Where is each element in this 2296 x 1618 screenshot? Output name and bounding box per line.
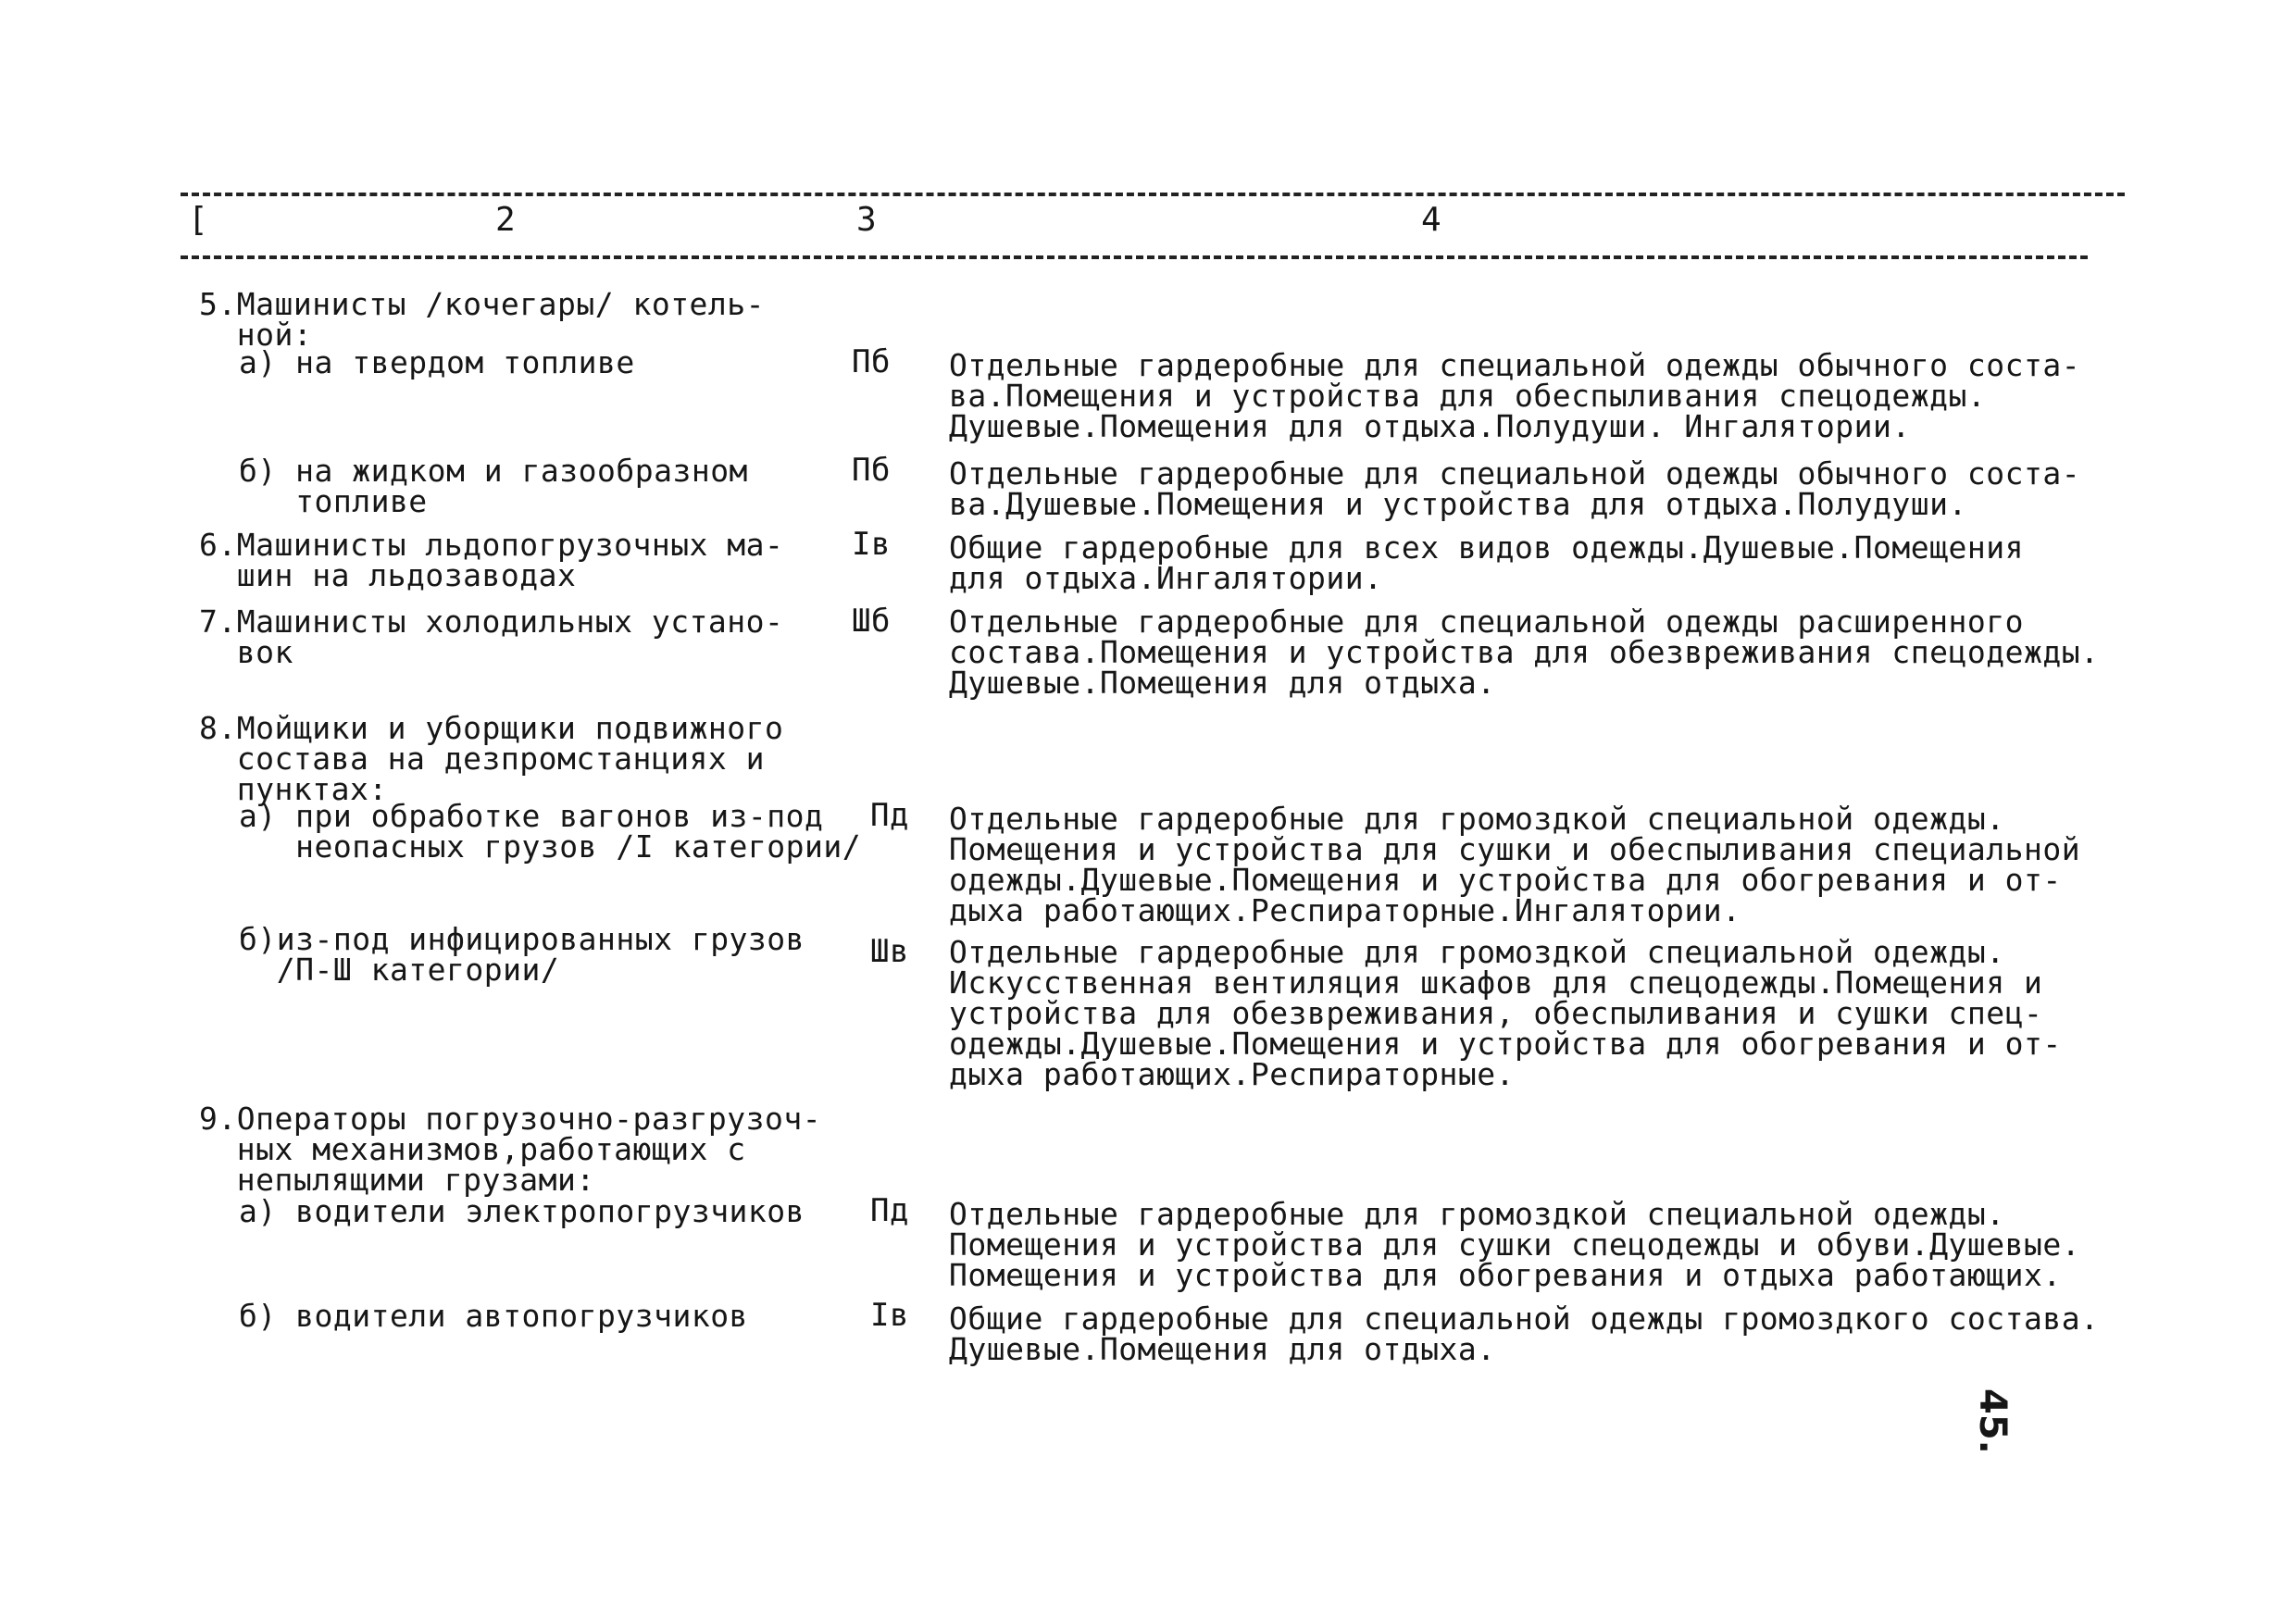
table-header-top-rule [181,193,2125,196]
column-number-3: 3 [856,201,877,239]
column-number-4: 4 [1421,201,1441,239]
row-6-title: 6.Машинисты льдопогрузочных ма- шин на льдозаводах [199,527,784,593]
row-8a-label: а) при обработке вагонов из-под неопасных грузов /I категории/ [239,798,862,865]
row-5a-description: Отдельные гардеробные для специальной одежды обычного соста- ва.Помещения и устройства для обеспыливания спецодежды. Душевые.Помещения для отдыха.Полудуши. Ингалятории. [949,347,2081,444]
row-5a-label: а) на твердом топливе [239,344,635,380]
row-9a-label: а) водители электропогрузчиков [239,1193,805,1229]
row-9b-description: Общие гардеробные для специальной одежды громоздкого состава. Душевые.Помещения для отдыха. [949,1301,2100,1367]
row-8a-code: Пд [870,797,909,834]
row-9b-label: б) водители автопогрузчиков [239,1298,748,1334]
row-7-description: Отдельные гардеробные для специальной одежды расширенного состава.Помещения и устройства для обезвреживания спецодежды. Душевые.Помещения для отдыха. [949,604,2100,701]
row-6-code: Iв [852,526,891,563]
row-8a-description: Отдельные гардеробные для громоздкой специальной одежды. Помещения и устройства для сушки и обеспыливания специальной одежды.Душевые.Помещения и устройства для обогревания и от- дыха работающих.Респираторные.Ингалятории. [949,801,2081,928]
row-9b-code: Iв [870,1297,909,1334]
row-6-description: Общие гардеробные для всех видов одежды.Душевые.Помещения для отдыха.Ингалятории. [949,529,2024,596]
row-8b-description: Отдельные гардеробные для громоздкой специальной одежды. Искусственная вентиляция шкафов для спецодежды.Помещения и устройства для обезвреживания, обеспыливания и сушки спец- одежды.Душевые.Помещения и устройства для обогревания и от- дыха работающих.Респираторные. [949,934,2062,1092]
row-8b-label: б)из-под инфицированных грузов /П-Ш категории/ [239,921,805,988]
row-8b-code: Шв [870,933,909,970]
row-5b-code: Пб [852,452,891,489]
row-5b-label: б) на жидком и газообразном топливе [239,453,748,519]
row-5a-code: Пб [852,343,891,380]
page-number: 45. [1971,1388,2014,1454]
row-9a-code: Пд [870,1192,909,1229]
row-5-title: 5.Машинисты /кочегары/ котель- ной: [199,286,766,353]
row-7-code: Шб [852,603,891,640]
column-number-2: 2 [495,201,516,239]
row-5b-description: Отдельные гардеробные для специальной одежды обычного соста- ва.Душевые.Помещения и устройства для отдыха.Полудуши. [949,455,2081,522]
row-9a-description: Отдельные гардеробные для громоздкой специальной одежды. Помещения и устройства для сушки спецодежды и обуви.Душевые. Помещения и устройства для обогревания и отдыха работающих. [949,1196,2081,1293]
table-header-bottom-rule [181,255,2088,259]
row-7-title: 7.Машинисты холодильных устано- вок [199,604,784,670]
row-8-title: 8.Мойщики и уборщики подвижного состава на дезпромстанциях и пунктах: [199,710,784,807]
row-9-title: 9.Операторы погрузочно-разгрузоч- ных механизмов,работающих с непылящими грузами: [199,1101,822,1198]
column-number-1: [ [188,201,208,239]
